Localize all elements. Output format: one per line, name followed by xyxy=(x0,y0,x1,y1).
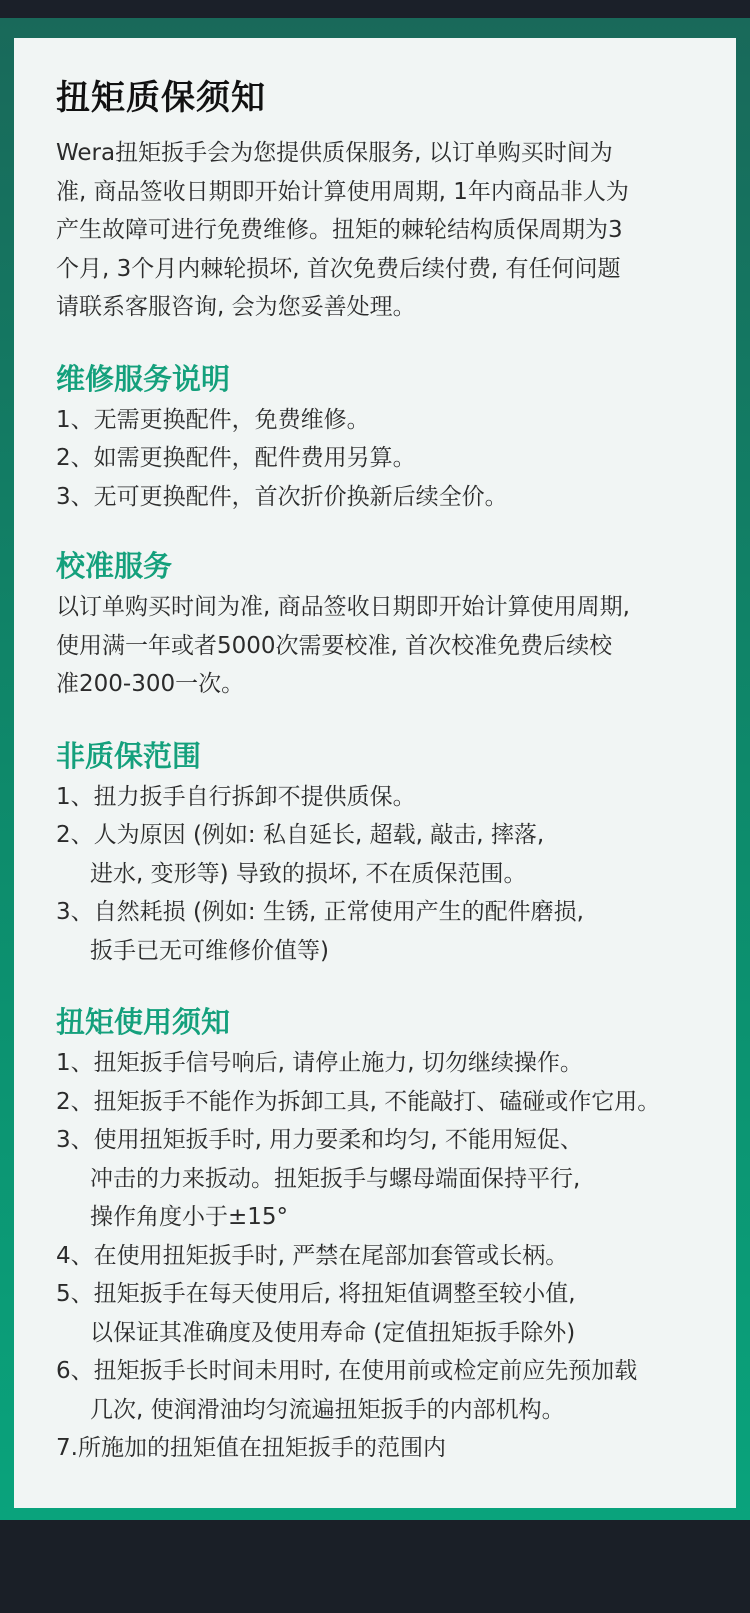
list-item-line: 7.所施加的扭矩值在扭矩扳手的范围内 xyxy=(56,1435,446,1461)
repair-heading: 维修服务说明 xyxy=(56,361,231,396)
list-item-continuation: 扳手已无可维修价值等) xyxy=(90,937,329,964)
list-item-continuation: 以保证其准确度及使用寿命 (定值扭矩扳手除外) xyxy=(90,1319,576,1346)
calibration-line: 使用满一年或者5000次需要校准, 首次校准免费后续校 xyxy=(56,632,613,659)
list-item-line: 2、扭矩扳手不能作为拆卸工具, 不能敲打、磕碰或作它用。 xyxy=(56,1088,661,1115)
list-item xyxy=(56,778,696,817)
list-item xyxy=(56,1044,696,1083)
intro-line: 产生故障可进行免费维修。扭矩的棘轮结构质保周期为3 xyxy=(56,217,623,243)
list-item-line: 2、人为原因 (例如: 私自延长, 超载, 敲击, 摔落, xyxy=(56,822,545,848)
repair-list xyxy=(56,401,696,517)
list-item-line: 6、扭矩扳手长时间未用时, 在使用前或检定前应先预加载 xyxy=(56,1358,638,1384)
list-item xyxy=(56,1429,696,1468)
list-item: 1、无需更换配件，免费维修。 xyxy=(56,406,370,433)
warranty-card xyxy=(14,38,736,1508)
list-item-line: 5、扭矩扳手在每天使用后, 将扭矩值调整至较小值, xyxy=(56,1281,576,1307)
list-item-continuation: 进水, 变形等) 导致的损坏, 不在质保范围。 xyxy=(90,860,527,887)
intro-line: 请联系客服咨询, 会为您妥善处理。 xyxy=(56,294,416,320)
calibration-line: 以订单购买时间为准, 商品签收日期即开始计算使用周期, xyxy=(56,594,630,620)
intro-line: 准, 商品签收日期即开始计算使用周期, 1年内商品非人为 xyxy=(56,178,629,205)
intro-line: 个月, 3个月内棘轮损坏, 首次免费后续付费, 有任何问题 xyxy=(56,255,621,282)
list-item-line: 4、在使用扭矩扳手时, 严禁在尾部加套管或长柄。 xyxy=(56,1242,569,1269)
list-item-line: 1、扭力扳手自行拆卸不提供质保。 xyxy=(56,783,416,810)
list-item xyxy=(56,1237,696,1276)
list-item-continuation: 几次, 使润滑油均匀流遍扭矩扳手的内部机构。 xyxy=(90,1396,565,1423)
non-warranty-heading: 非质保范围 xyxy=(56,738,202,773)
list-item: 3、无可更换配件，首次折价换新后续全价。 xyxy=(56,483,508,510)
list-item-line: 3、使用扭矩扳手时, 用力要柔和均匀, 不能用短促、 xyxy=(56,1127,583,1153)
list-item xyxy=(56,1352,696,1429)
usage-heading: 扭矩使用须知 xyxy=(56,1005,231,1039)
intro-line: Wera扭矩扳手会为您提供质保服务, 以订单购买时间为 xyxy=(56,140,613,166)
page-title: 扭矩质保须知 xyxy=(56,78,266,118)
calibration-line: 准200-300一次。 xyxy=(56,671,245,697)
usage-list xyxy=(56,1044,696,1468)
list-item-line: 1、扭矩扳手信号响后, 请停止施力, 切勿继续操作。 xyxy=(56,1050,583,1076)
list-item: 2、如需更换配件，配件费用另算。 xyxy=(56,445,416,471)
calibration-heading: 校准服务 xyxy=(56,549,173,583)
calibration-text xyxy=(56,588,696,704)
list-item-line: 3、自然耗损 (例如: 生锈, 正常使用产生的配件磨损, xyxy=(56,899,584,925)
list-item xyxy=(56,816,696,893)
list-item-continuation: 冲击的力来扳动。扭矩扳手与螺母端面保持平行, xyxy=(90,1165,581,1192)
list-item xyxy=(56,1121,696,1237)
top-border xyxy=(0,0,750,18)
list-item xyxy=(56,1275,696,1352)
list-item xyxy=(56,893,696,970)
list-item xyxy=(56,1083,696,1122)
non-warranty-list xyxy=(56,778,696,971)
bottom-border xyxy=(0,1520,750,1613)
intro-text xyxy=(56,134,696,327)
list-item-continuation: 操作角度小于±15° xyxy=(90,1204,289,1230)
